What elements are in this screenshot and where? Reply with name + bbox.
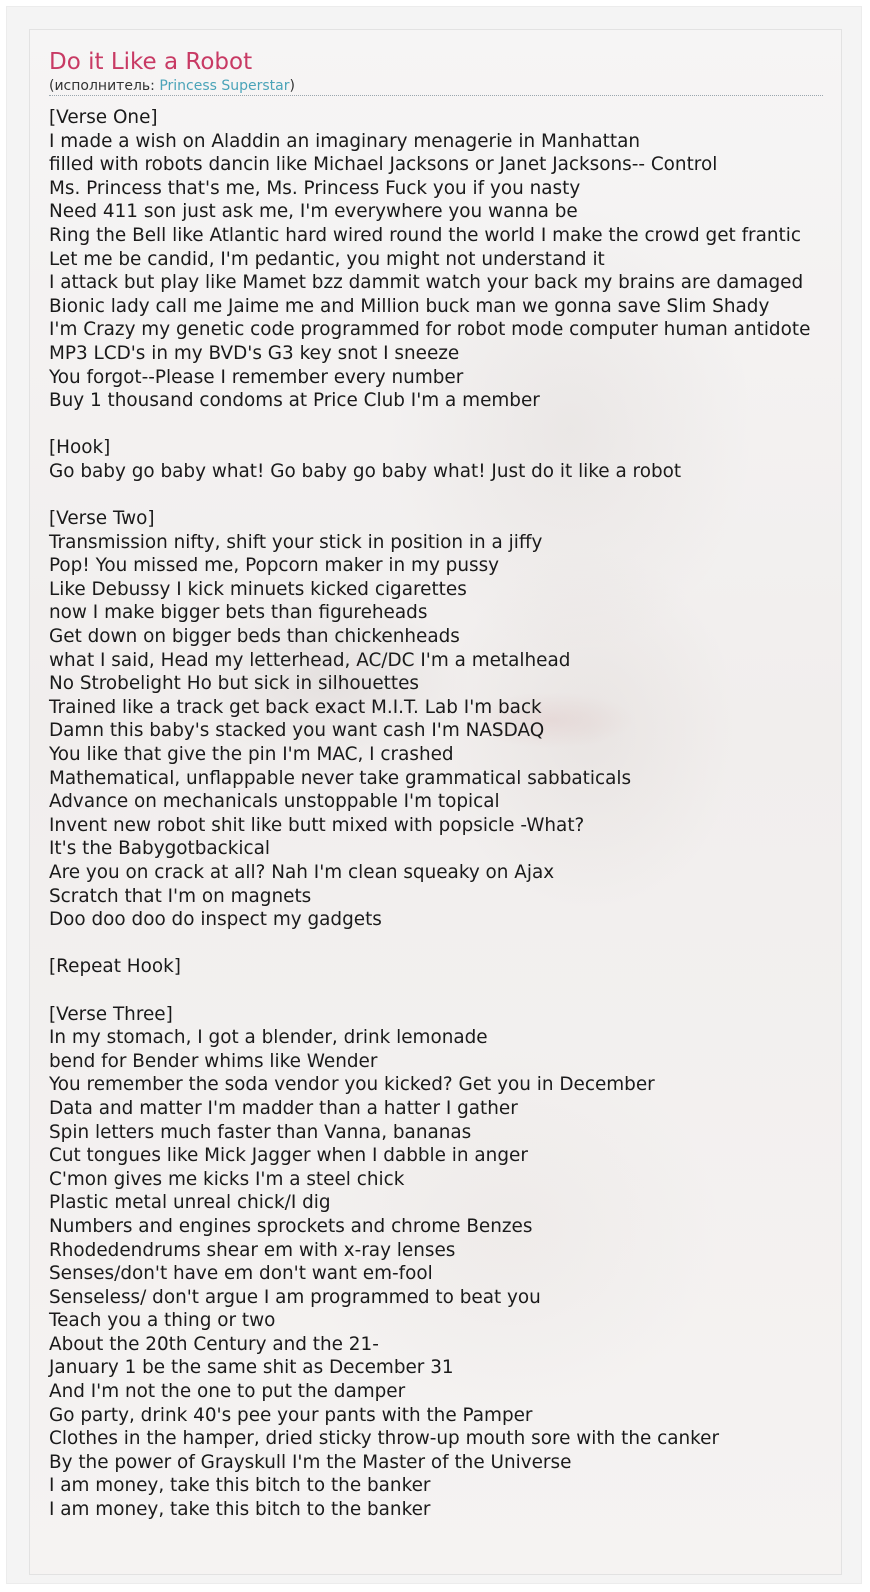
artist-line — [49, 77, 295, 95]
artist-suffix: ) — [289, 78, 295, 94]
lyric-line: Clothes in the hamper, dried sticky throw-up mouth sore with the canker — [49, 1428, 720, 1450]
lyric-line: Are you on crack at all? Nah I'm clean squeaky on Ajax — [49, 862, 555, 883]
lyric-line: Advance on mechanicals unstoppable I'm topical — [49, 791, 500, 813]
lyric-line: No Strobelight Ho but sick in silhouettes — [49, 673, 419, 695]
lyric-line: Invent new robot shit like butt mixed with popsicle -What? — [49, 814, 585, 836]
lyric-line: By the power of Grayskull I'm the Master of the Universe — [49, 1451, 572, 1473]
lyric-line: C'mon gives me kicks I'm a steel chick — [49, 1168, 405, 1190]
artist-link[interactable]: Princess Superstar — [159, 78, 290, 94]
lyric-line: Get down on bigger beds than chickenheads — [49, 626, 460, 648]
lyrics-card — [29, 29, 842, 1575]
lyric-line: Numbers and engines sprockets and chrome Benzes — [49, 1215, 533, 1237]
lyric-line: Pop! You missed me, Popcorn maker in my pussy — [49, 555, 500, 577]
lyric-line: Bionic lady call me Jaime me and Million buck man we gonna save Slim Shady — [49, 295, 770, 317]
lyric-line: I am money, take this bitch to the banker — [49, 1475, 431, 1497]
lyric-line: Let me be candid, I'm pedantic, you might not understand it — [49, 248, 605, 270]
lyric-line: Ring the Bell like Atlantic hard wired round the world I make the crowd get frantic — [49, 224, 801, 246]
title-divider — [49, 95, 823, 96]
lyric-line: You remember the soda vendor you kicked? Get you in December — [49, 1074, 655, 1096]
lyric-line: what I said, Head my letterhead, AC/DC I'm a metalhead — [49, 649, 571, 671]
lyric-line: Plastic metal unreal chick/I dig — [49, 1192, 331, 1214]
lyric-line: [Hook] — [49, 437, 111, 459]
lyric-line: About the 20th Century and the 21- — [49, 1333, 379, 1355]
lyric-line: In my stomach, I got a blender, drink lemonade — [49, 1027, 488, 1049]
lyric-line: January 1 be the same shit as December 31 — [49, 1357, 454, 1379]
lyric-line: [Verse Two] — [49, 508, 155, 530]
lyric-line: MP3 LCD's in my BVD's G3 key snot I sneeze — [49, 342, 460, 364]
lyric-line — [49, 413, 870, 437]
lyric-line: now I make bigger bets than figureheads — [49, 602, 428, 624]
lyric-line: And I'm not the one to put the damper — [49, 1381, 406, 1403]
lyric-line: Like Debussy I kick minuets kicked cigarettes — [49, 578, 467, 600]
lyric-line: Senses/don't have em don't want em-fool — [49, 1263, 433, 1285]
lyric-line: [Verse Three] — [49, 1003, 173, 1025]
song-title: Do it Like a Robot — [49, 49, 253, 75]
lyric-line: Go baby go baby what! Go baby go baby what! Just do it like a robot — [49, 460, 682, 482]
lyric-line: I am money, take this bitch to the banker — [49, 1499, 431, 1521]
page-frame — [6, 6, 862, 1584]
lyric-line: Senseless/ don't argue I am programmed to beat you — [49, 1286, 541, 1308]
lyric-line: Cut tongues like Mick Jagger when I dabble in anger — [49, 1145, 528, 1167]
lyric-line: You forgot--Please I remember every number — [49, 366, 464, 388]
artist-prefix: (исполнитель: — [49, 78, 160, 94]
lyric-line: Go party, drink 40's pee your pants with the Pamper — [49, 1404, 533, 1426]
lyric-line: Transmission nifty, shift your stick in position in a jiffy — [49, 531, 543, 553]
lyric-line: Need 411 son just ask me, I'm everywhere you wanna be — [49, 201, 578, 223]
lyric-line: You like that give the pin I'm MAC, I crashed — [49, 744, 454, 766]
lyric-line: Rhodedendrums shear em with x-ray lenses — [49, 1239, 456, 1261]
lyric-line: Ms. Princess that's me, Ms. Princess Fuck you if you nasty — [49, 177, 581, 199]
lyric-line: Mathematical, unflappable never take grammatical sabbaticals — [49, 767, 632, 789]
lyric-line: Spin letters much faster than Vanna, bananas — [49, 1121, 472, 1143]
lyric-line — [49, 484, 870, 508]
lyric-line: Scratch that I'm on magnets — [49, 885, 312, 907]
lyric-line: bend for Bender whims like Wender — [49, 1050, 378, 1072]
lyric-line: Teach you a thing or two — [49, 1310, 276, 1332]
lyric-line: [Verse One] — [49, 107, 158, 128]
lyric-line: I attack but play like Mamet bzz dammit watch your back my brains are damaged — [49, 272, 804, 294]
lyric-line: Damn this baby's stacked you want cash I'm NASDAQ — [49, 720, 545, 742]
lyric-line: I made a wish on Aladdin an imaginary menagerie in Manhattan — [49, 130, 641, 152]
lyric-line: I'm Crazy my genetic code programmed for robot mode computer human antidote — [49, 319, 811, 341]
lyric-line: Trained like a track get back exact M.I.T. Lab I'm back — [49, 696, 542, 718]
lyric-line: Buy 1 thousand condoms at Price Club I'm a member — [49, 390, 540, 412]
lyric-line: Data and matter I'm madder than a hatter I gather — [49, 1097, 518, 1119]
lyric-line: Doo doo doo do inspect my gadgets — [49, 909, 382, 931]
lyric-line: It's the Babygotbackical — [49, 838, 271, 860]
lyric-line — [49, 979, 870, 1003]
lyrics-text — [49, 106, 870, 1522]
lyric-line: filled with robots dancin like Michael Jacksons or Janet Jacksons-- Control — [49, 154, 718, 176]
lyric-line: [Repeat Hook] — [49, 956, 181, 978]
lyric-line — [49, 932, 870, 956]
